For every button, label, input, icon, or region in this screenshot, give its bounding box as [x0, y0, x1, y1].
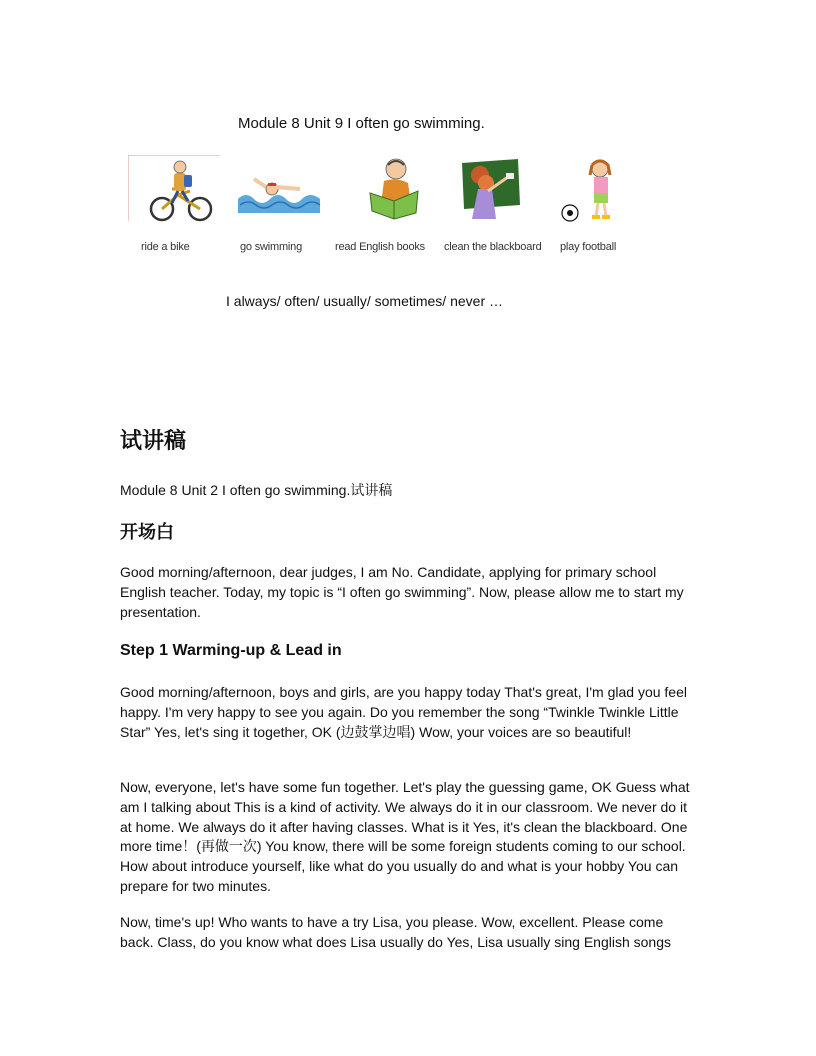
play-football-illustration	[550, 155, 630, 231]
opening-paragraph: Good morning/afternoon, dear judges, I am No. Candidate, applying for primary school English teacher. Today, my topic is “I often go swimming”. Now, please allow me to start my presentation.	[120, 564, 684, 620]
worksheet-title: Module 8 Unit 9 I often go swimming.	[238, 115, 485, 132]
caption-play-football: play football	[560, 241, 617, 253]
go-swimming-illustration	[236, 155, 322, 231]
step1-paragraph-2: Now, everyone, let's have some fun together. Let's play the guessing game, OK Guess what am I talking about This is a kind of activity. We always do it in our classroom. We never do it at home. We always do it after having classes. What is it Yes, it's clean the blackboard. One more time！(再做一次) You know, there will be some foreign students coming to our school. How about introduce yourself, like what do you usually do and what is your hobby You can prepare for two minutes.	[120, 779, 690, 894]
step1-paragraph-1: Good morning/afternoon, boys and girls, are you happy today That's great, I'm glad you feel happy. I'm very happy to see you again. Do you remember the song “Twinkle Twinkle Little Star” Yes, let's sing it together, OK (边鼓掌边唱) Wow, your voices are so beautiful!	[120, 684, 687, 740]
frequency-adverbs-line: I always/ often/ usually/ sometimes/ never …	[226, 293, 503, 309]
doc-heading: 试讲稿	[120, 429, 187, 454]
read-books-illustration	[360, 155, 430, 231]
clean-blackboard-illustration	[458, 155, 524, 231]
step1-heading: Step 1 Warming-up & Lead in	[120, 642, 342, 659]
doc-subtitle: Module 8 Unit 2 I often go swimming.试讲稿	[120, 482, 393, 498]
opening-heading: 开场白	[120, 522, 174, 543]
worksheet-image	[120, 105, 696, 335]
caption-ride-a-bike: ride a bike	[141, 241, 190, 253]
caption-go-swimming: go swimming	[240, 241, 302, 253]
step1-paragraph-3: Now, time's up! Who wants to have a try Lisa, you please. Wow, excellent. Please come back. Class, do you know what does Lisa usually do Yes, Lisa usually sing English songs	[120, 914, 671, 950]
ride-bike-illustration	[128, 155, 222, 231]
caption-read-english-books: read English books	[335, 241, 425, 253]
caption-clean-the-blackboard: clean the blackboard	[444, 241, 542, 253]
